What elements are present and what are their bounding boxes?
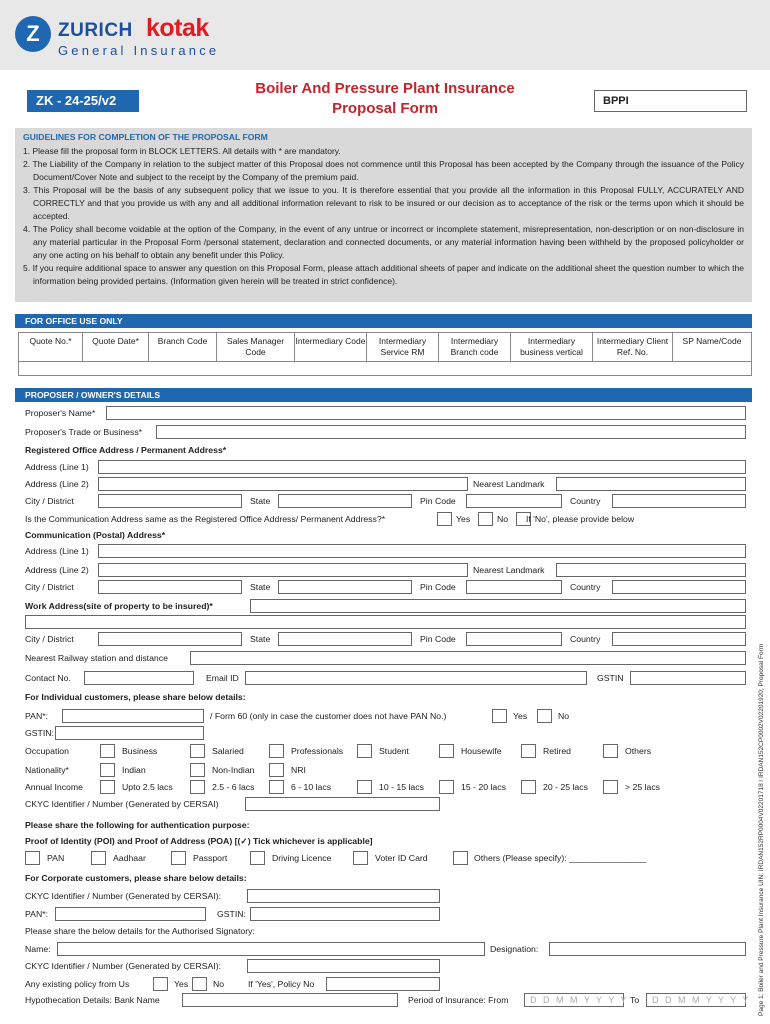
work-state-field[interactable] bbox=[278, 632, 412, 646]
email-label: Email ID bbox=[206, 673, 239, 683]
reg-landmark-field[interactable] bbox=[556, 477, 746, 491]
corporate-pan-label: PAN*: bbox=[25, 909, 49, 919]
occupation-retired-checkbox[interactable] bbox=[521, 744, 536, 758]
nationality-nri-label: NRI bbox=[291, 765, 306, 775]
signatory-name-field[interactable] bbox=[57, 942, 485, 956]
signatory-name-label: Name: bbox=[25, 944, 51, 954]
existing-policy-yes-checkbox[interactable] bbox=[153, 977, 168, 991]
registered-address-heading: Registered Office Address / Permanent Address* bbox=[25, 445, 227, 455]
signatory-designation-field[interactable] bbox=[549, 942, 746, 956]
reg-country-label: Country bbox=[570, 496, 601, 506]
reg-state-label: State bbox=[250, 496, 271, 506]
doc-passport-label: Passport bbox=[193, 853, 228, 863]
existing-policy-label: Any existing policy from Us bbox=[25, 979, 130, 989]
form60-yes-label: Yes bbox=[513, 711, 528, 721]
form-title-line1: Boiler And Pressure Plant Insurance bbox=[255, 80, 515, 97]
comm-pin-field[interactable] bbox=[466, 580, 562, 594]
guideline-item: 3. This Proposal will be the basis of any subsequent policy that we issue to you. It is therefore essential that you provide all the information in this Proposal FULLY, ACCURATELY AND CORRECTLY and that you provide us with any and all additional information relevant to risk to be insured or our decision as to acceptance of the risk or the terms upon which it should be accepted. bbox=[23, 185, 744, 221]
comm-city-field[interactable] bbox=[98, 580, 242, 594]
doc-pan-label: PAN bbox=[47, 853, 65, 863]
occupation-professionals-checkbox[interactable] bbox=[269, 744, 284, 758]
guideline-item: 2. The Liability of the Company in relation to the subject matter of this Proposal does not commence until this Proposal has been accepted by the Company through the issuance of the Policy Document/Cover Note and subject to the receipt by the Company of the premium paid. bbox=[23, 159, 744, 182]
income-checkbox[interactable] bbox=[603, 780, 618, 794]
same-address-question: Is the Communication Address same as the Registered Office Address/ Permanent Address?* bbox=[25, 514, 386, 524]
office-input-row[interactable] bbox=[19, 361, 751, 375]
office-col-header: Intermediary Code bbox=[295, 333, 367, 361]
income-checkbox[interactable] bbox=[357, 780, 372, 794]
occupation-student-checkbox[interactable] bbox=[357, 744, 372, 758]
comm-pin-label: Pin Code bbox=[420, 582, 456, 592]
office-col-header: Intermediary Branch code bbox=[439, 333, 511, 361]
product-code-box: BPPI bbox=[594, 90, 747, 112]
income-checkbox[interactable] bbox=[521, 780, 536, 794]
occupation-retired-label: Retired bbox=[543, 746, 572, 756]
doc-aadhaar-checkbox[interactable] bbox=[91, 851, 106, 865]
gstin-label: GSTIN bbox=[597, 673, 624, 683]
reg-landmark-label: Nearest Landmark bbox=[473, 479, 545, 489]
side-footnote: Page 1; Boiler and Pressure Plant Insurance UIN: IRDAN152RP0004V02201718 / IRDAN152CP0002V02201920; Proposal Form bbox=[758, 643, 765, 1016]
contact-field[interactable] bbox=[84, 671, 194, 685]
proposer-trade-field[interactable] bbox=[156, 425, 746, 439]
income-checkbox[interactable] bbox=[269, 780, 284, 794]
hypothecation-label: Hypothecation Details: Bank Name bbox=[25, 995, 160, 1005]
comm-state-label: State bbox=[250, 582, 271, 592]
comm-country-label: Country bbox=[570, 582, 601, 592]
individual-gstin-label: GSTIN: bbox=[25, 728, 54, 738]
comm-landmark-label: Nearest Landmark bbox=[473, 565, 545, 575]
work-address-line1-field[interactable] bbox=[250, 599, 746, 613]
income-checkbox[interactable] bbox=[190, 780, 205, 794]
comm-address-line1-field[interactable] bbox=[98, 544, 746, 558]
individual-ckyc-field[interactable] bbox=[245, 797, 440, 811]
reg-city-label: City / District bbox=[25, 496, 74, 506]
office-col-header: Quote Date* bbox=[83, 333, 149, 361]
comm-country-field[interactable] bbox=[612, 580, 746, 594]
work-pin-field[interactable] bbox=[466, 632, 562, 646]
work-state-label: State bbox=[250, 634, 271, 644]
form60-yes-checkbox[interactable] bbox=[492, 709, 507, 723]
proposer-trade-label: Proposer's Trade or Business* bbox=[25, 427, 143, 437]
doc-driving-licence-checkbox[interactable] bbox=[250, 851, 265, 865]
reg-address-line1-field[interactable] bbox=[98, 460, 746, 474]
occupation-professionals-label: Professionals bbox=[291, 746, 344, 756]
income-option-label: 6 - 10 lacs bbox=[291, 782, 332, 792]
office-col-header: Quote No.* bbox=[19, 333, 83, 361]
work-pin-label: Pin Code bbox=[420, 634, 456, 644]
office-col-header: Sales Manager Code bbox=[217, 333, 295, 361]
period-label: Period of Insurance: From bbox=[408, 995, 509, 1005]
guideline-item: 1. Please fill the proposal form in BLOCK LETTERS. All details with * are mandatory. bbox=[23, 146, 341, 156]
nationality-nonindian-checkbox[interactable] bbox=[190, 763, 205, 777]
email-field[interactable] bbox=[245, 671, 587, 685]
doc-others-label: Others (Please specify): ________________ bbox=[474, 853, 647, 863]
nationality-nri-checkbox[interactable] bbox=[269, 763, 284, 777]
individual-heading: For Individual customers, please share below details: bbox=[25, 692, 246, 702]
corporate-ckyc-field[interactable] bbox=[247, 889, 440, 903]
individual-pan-label: PAN*: bbox=[25, 711, 49, 721]
work-country-field[interactable] bbox=[612, 632, 746, 646]
period-to-label: To bbox=[630, 995, 640, 1005]
office-col-header: SP Name/Code bbox=[682, 336, 742, 346]
reg-address-line1-label: Address (Line 1) bbox=[25, 462, 89, 472]
logo-kotak-text: kotak bbox=[146, 14, 209, 42]
income-option-label: 2.5 - 6 lacs bbox=[212, 782, 255, 792]
occupation-label: Occupation bbox=[25, 746, 69, 756]
corporate-gstin-field[interactable] bbox=[250, 907, 440, 921]
occupation-salaried-checkbox[interactable] bbox=[190, 744, 205, 758]
railway-label: Nearest Railway station and distance bbox=[25, 653, 168, 663]
individual-ckyc-label: CKYC Identifier / Number (Generated by CERSAI) bbox=[25, 799, 219, 809]
guidelines-panel bbox=[15, 128, 752, 302]
zurich-logo-icon: Z bbox=[15, 16, 51, 52]
work-address-line2-field[interactable] bbox=[25, 615, 746, 629]
comm-address-line1-label: Address (Line 1) bbox=[25, 546, 89, 556]
income-checkbox[interactable] bbox=[439, 780, 454, 794]
comm-city-label: City / District bbox=[25, 582, 74, 592]
comm-address-line2-label: Address (Line 2) bbox=[25, 565, 89, 575]
doc-others-checkbox[interactable] bbox=[453, 851, 468, 865]
doc-voter-id-label: Voter ID Card bbox=[375, 853, 428, 863]
contact-label: Contact No. bbox=[25, 673, 71, 683]
existing-policy-no-checkbox[interactable] bbox=[192, 977, 207, 991]
guideline-item: 5. If you require additional space to answer any question on this Proposal Form, please attach additional sheets of paper and indicate on the additional sheet the question number to which the information being provided pertains. (Information given herein will be treated in strict confidence). bbox=[23, 263, 744, 286]
form-code-badge: ZK - 24-25/v2 bbox=[27, 90, 139, 112]
nationality-indian-checkbox[interactable] bbox=[100, 763, 115, 777]
gstin-field[interactable] bbox=[630, 671, 746, 685]
occupation-housewife-label: Housewife bbox=[461, 746, 502, 756]
income-checkbox[interactable] bbox=[100, 780, 115, 794]
comm-state-field[interactable] bbox=[278, 580, 412, 594]
proposer-name-label: Proposer's Name* bbox=[25, 408, 96, 418]
proposer-name-field[interactable] bbox=[106, 406, 746, 420]
guideline-item: 4. The Policy shall become voidable at the option of the Company, in the event of any untrue or incorrect or incomplete statement, misrepresentation, non-description or on non-disclosure in any material particular in the Proposal Form /personal statement, declaration and connected documents, or any material information having been withheld by the proposed policyholder or any one acting on his behalf to obtain any benefit under this Policy. bbox=[23, 224, 744, 260]
corporate-gstin-label: GSTIN: bbox=[217, 909, 246, 919]
occupation-business-label: Business bbox=[122, 746, 158, 756]
form60-label: / Form 60 (only in case the customer does not have PAN No.) bbox=[210, 711, 447, 721]
occupation-business-checkbox[interactable] bbox=[100, 744, 115, 758]
if-no-note: If 'No', please provide below bbox=[526, 514, 635, 524]
same-address-yes-checkbox[interactable] bbox=[437, 512, 452, 526]
poi-poa-heading: Proof of Identity (POI) and Proof of Address (POA) [(✓) Tick whichever is applicable] bbox=[25, 836, 373, 846]
occupation-salaried-label: Salaried bbox=[212, 746, 244, 756]
corporate-ckyc-label: CKYC Identifier / Number (Generated by CERSAI): bbox=[25, 891, 222, 901]
occupation-others-label: Others bbox=[625, 746, 652, 756]
reg-pin-label: Pin Code bbox=[420, 496, 456, 506]
period-from-placeholder: D D M M Y Y Y Y bbox=[530, 995, 629, 1005]
work-city-label: City / District bbox=[25, 634, 74, 644]
form-title-line2: Proposal Form bbox=[332, 100, 438, 117]
nationality-label: Nationality* bbox=[25, 765, 69, 775]
same-address-yes-label: Yes bbox=[456, 514, 471, 524]
work-address-heading: Work Address(site of property to be insured)* bbox=[25, 601, 213, 611]
form60-no-label: No bbox=[558, 711, 570, 721]
existing-policy-no-label: No bbox=[213, 979, 225, 989]
authentication-heading: Please share the following for authentication purpose: bbox=[25, 820, 250, 830]
reg-pin-field[interactable] bbox=[466, 494, 562, 508]
hypothecation-field[interactable] bbox=[182, 993, 398, 1007]
same-address-no-label: No bbox=[497, 514, 509, 524]
signatory-designation-label: Designation: bbox=[490, 944, 539, 954]
doc-aadhaar-label: Aadhaar bbox=[113, 853, 146, 863]
proposer-heading: PROPOSER / OWNER'S DETAILS bbox=[15, 388, 752, 402]
individual-pan-field[interactable] bbox=[62, 709, 204, 723]
doc-driving-licence-label: Driving Licence bbox=[272, 853, 332, 863]
nationality-nonindian-label: Non-Indian bbox=[212, 765, 255, 775]
office-col-header: Intermediary Service RM bbox=[367, 333, 439, 361]
form60-no-checkbox[interactable] bbox=[537, 709, 552, 723]
occupation-housewife-checkbox[interactable] bbox=[439, 744, 454, 758]
office-col-header: Branch Code bbox=[149, 333, 217, 361]
railway-field[interactable] bbox=[190, 651, 746, 665]
individual-gstin-field[interactable] bbox=[55, 726, 204, 740]
signatory-ckyc-label: CKYC Identifier / Number (Generated by CERSAI): bbox=[25, 961, 222, 971]
existing-policy-yes-label: Yes bbox=[174, 979, 189, 989]
policy-no-label: If 'Yes', Policy No bbox=[248, 979, 315, 989]
same-address-no-checkbox[interactable] bbox=[478, 512, 493, 526]
income-label: Annual Income bbox=[25, 782, 83, 792]
office-use-heading: FOR OFFICE USE ONLY bbox=[15, 314, 752, 328]
income-option-label: Upto 2.5 lacs bbox=[122, 782, 173, 792]
income-option-label: 15 - 20 lacs bbox=[461, 782, 506, 792]
period-to-placeholder: D D M M Y Y Y Y bbox=[652, 995, 751, 1005]
reg-country-field[interactable] bbox=[612, 494, 746, 508]
logo-general-text: General Insurance bbox=[58, 43, 220, 58]
guidelines-list bbox=[23, 145, 744, 288]
doc-passport-checkbox[interactable] bbox=[171, 851, 186, 865]
office-col-header: Intermediary business vertical bbox=[511, 333, 593, 361]
policy-no-field[interactable] bbox=[326, 977, 440, 991]
comm-landmark-field[interactable] bbox=[556, 563, 746, 577]
income-option-label: 20 - 25 lacs bbox=[543, 782, 588, 792]
corporate-heading: For Corporate customers, please share below details: bbox=[25, 873, 247, 883]
signatory-ckyc-field[interactable] bbox=[247, 959, 440, 973]
occupation-student-label: Student bbox=[379, 746, 409, 756]
doc-pan-checkbox[interactable] bbox=[25, 851, 40, 865]
corporate-pan-field[interactable] bbox=[55, 907, 206, 921]
office-col-header: Intermediary Client Ref. No. bbox=[593, 333, 673, 361]
reg-address-line2-field[interactable] bbox=[98, 477, 468, 491]
doc-voter-id-checkbox[interactable] bbox=[353, 851, 368, 865]
office-use-table bbox=[18, 332, 752, 376]
signatory-heading: Please share the below details for the Authorised Signatory: bbox=[25, 926, 255, 936]
work-country-label: Country bbox=[570, 634, 601, 644]
reg-city-field[interactable] bbox=[98, 494, 242, 508]
nationality-indian-label: Indian bbox=[122, 765, 146, 775]
occupation-others-checkbox[interactable] bbox=[603, 744, 618, 758]
income-option-label: > 25 lacs bbox=[625, 782, 661, 792]
income-option-label: 10 - 15 lacs bbox=[379, 782, 424, 792]
reg-state-field[interactable] bbox=[278, 494, 412, 508]
guidelines-heading: GUIDELINES FOR COMPLETION OF THE PROPOSAL FORM bbox=[23, 132, 268, 142]
reg-address-line2-label: Address (Line 2) bbox=[25, 479, 89, 489]
comm-address-line2-field[interactable] bbox=[98, 563, 468, 577]
logo-zurich-text: ZURICH bbox=[58, 20, 133, 41]
work-city-field[interactable] bbox=[98, 632, 242, 646]
communication-address-heading: Communication (Postal) Address* bbox=[25, 530, 166, 540]
